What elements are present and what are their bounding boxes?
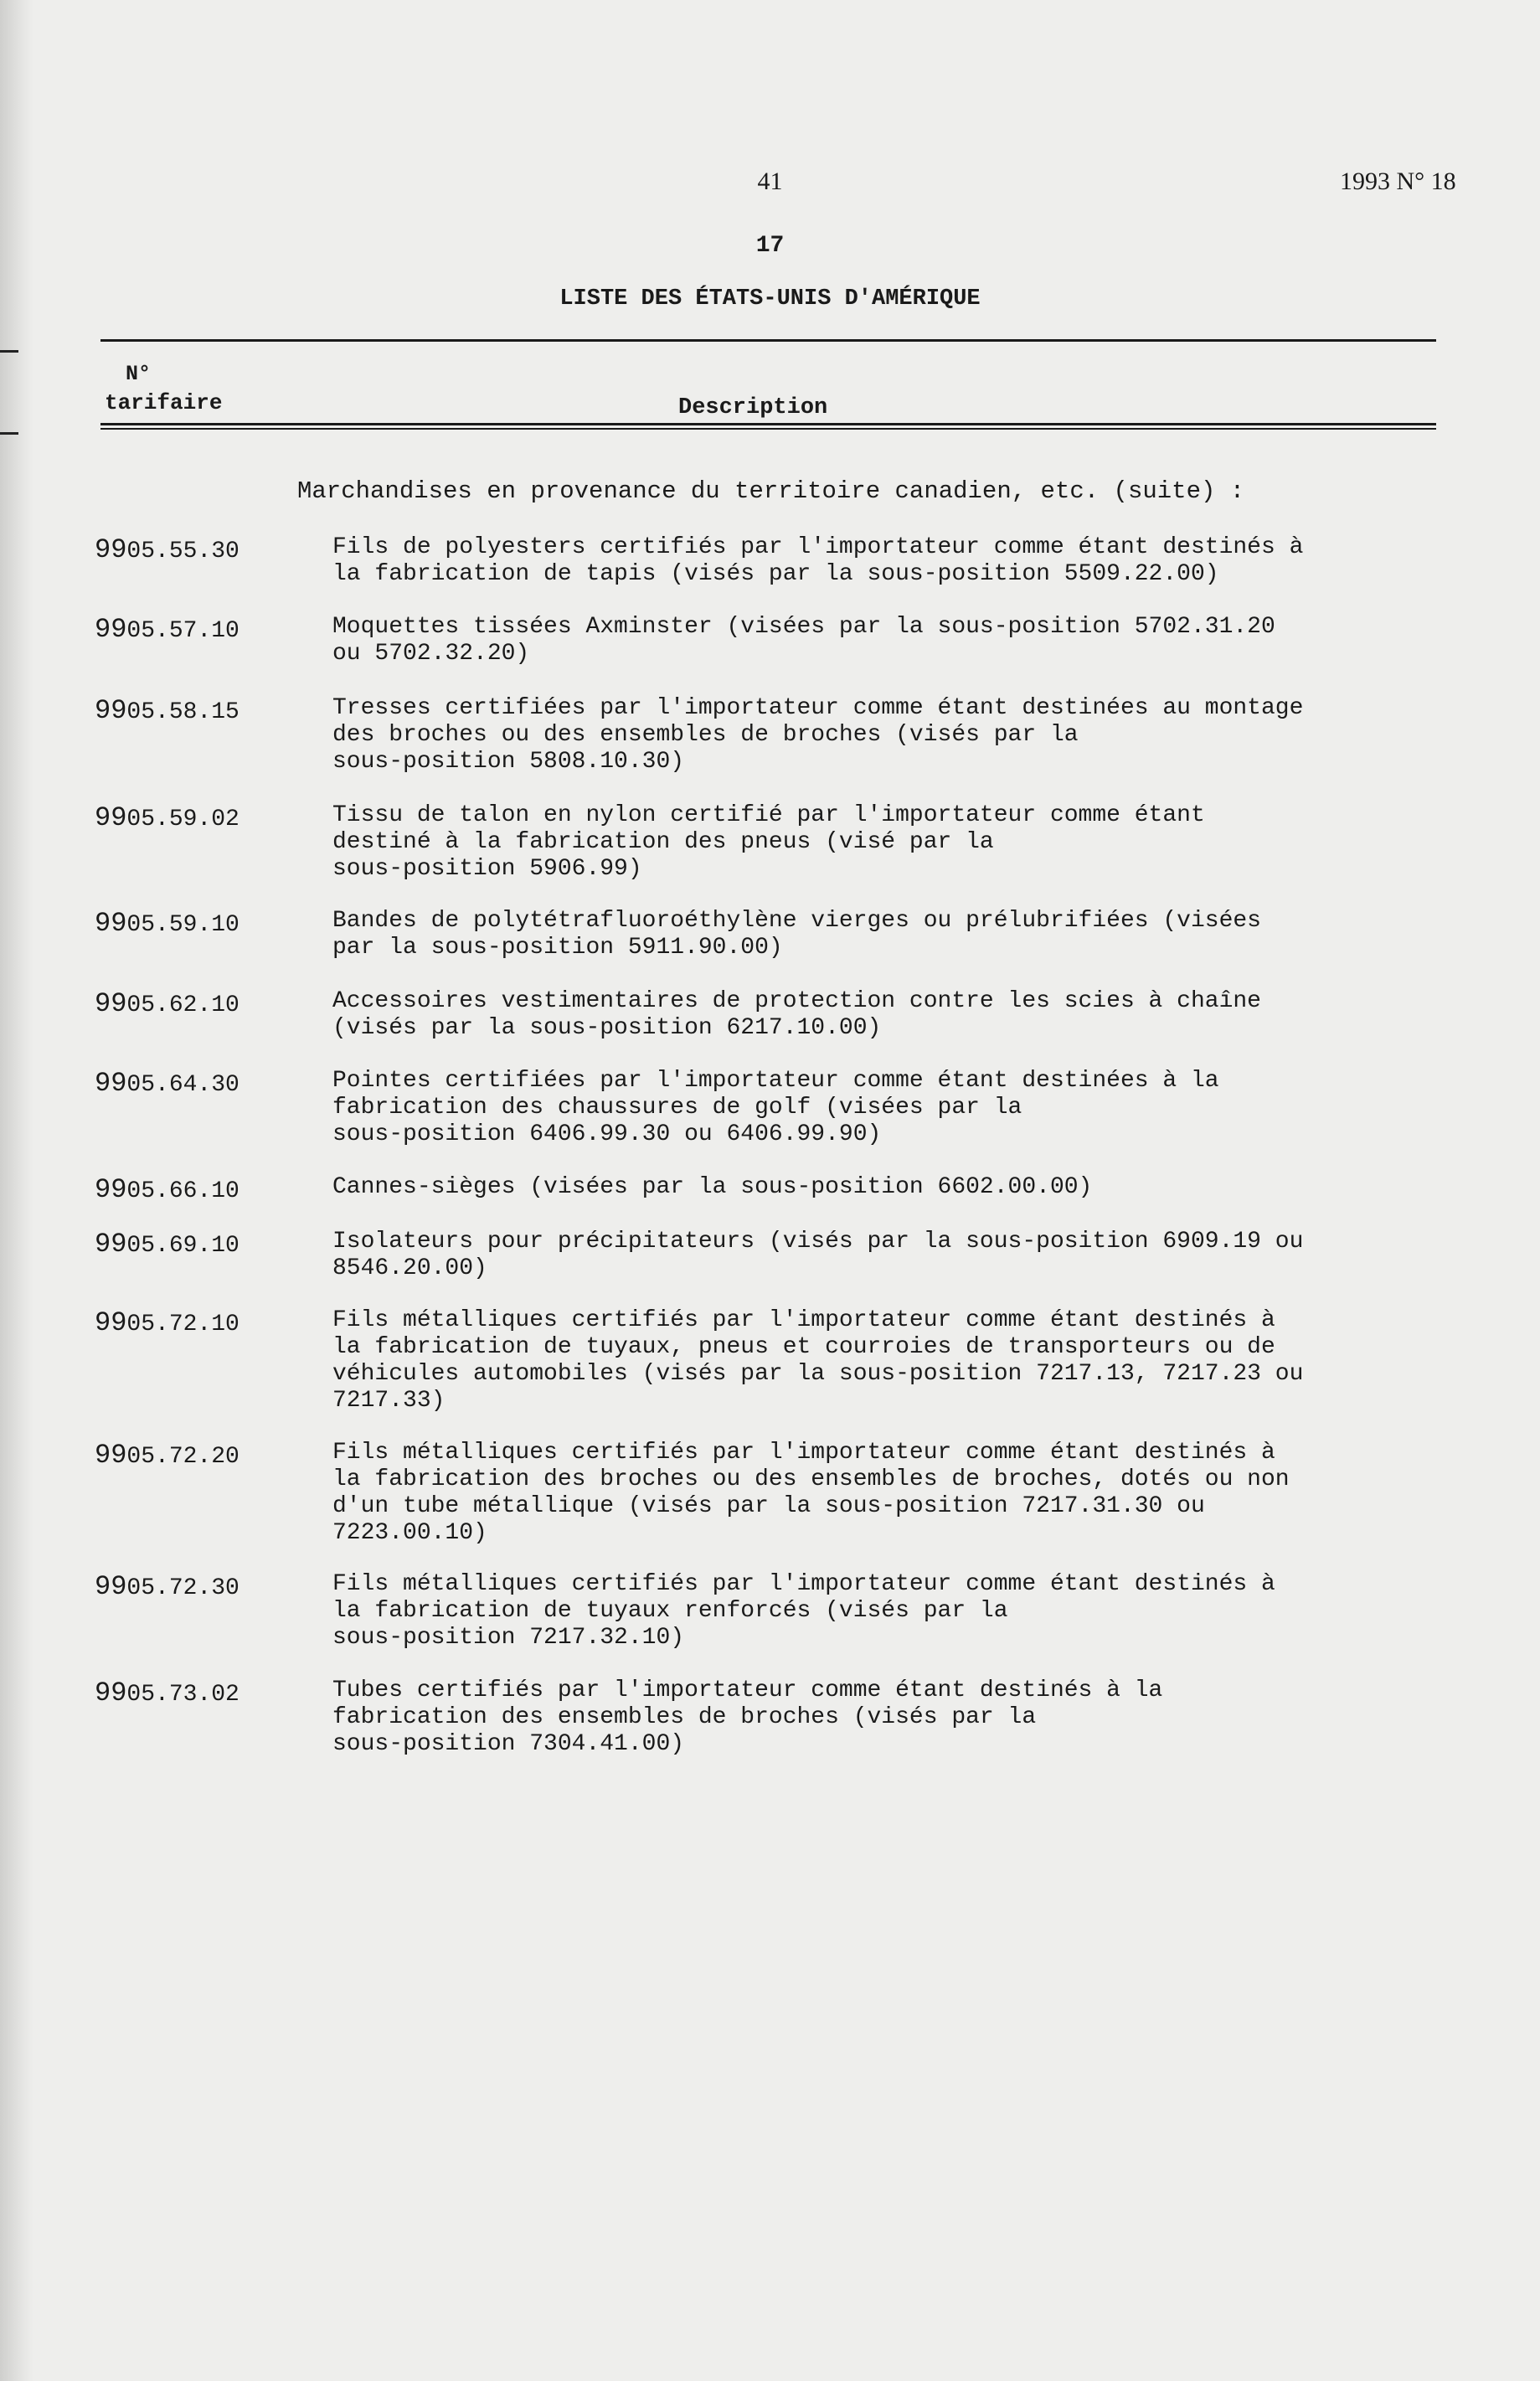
tariff-description: Fils de polyesters certifiés par l'importateur comme étant destinés à la fabrication de tapis (visés par la sous-position 5509.22.00) — [332, 534, 1304, 587]
tariff-description: Isolateurs pour précipitateurs (visés par la sous-position 6909.19 ou 8546.20.00) — [332, 1229, 1304, 1281]
tariff-number: 9905.72.20 — [95, 1440, 239, 1471]
tariff-number: 9905.72.10 — [95, 1307, 239, 1338]
column-header-no: N° — [126, 362, 152, 386]
tariff-description: Pointes certifiées par l'importateur comme étant destinées à la fabrication des chaussures de golf (visées par la sous-position 6406.99.30 ou 6406.99.90) — [332, 1068, 1219, 1147]
header-rule-bottom-double — [100, 428, 1436, 430]
column-header-description: Description — [678, 395, 828, 420]
tariff-description: Fils métalliques certifiés par l'importateur comme étant destinés à la fabrication des broches ou des ensembles de broches, dotés ou non d'un tube métallique (visés par la sous-position 7217.31.30 ou 7223.00.10) — [332, 1440, 1290, 1546]
tariff-number: 9905.58.15 — [95, 695, 239, 726]
tariff-number: 9905.59.02 — [95, 802, 239, 833]
tariff-description: Bandes de polytétrafluoroéthylène vierges ou prélubrifiées (visées par la sous-position 5911.90.00) — [332, 908, 1261, 961]
tariff-description: Tubes certifiés par l'importateur comme étant destinés à la fabrication des ensembles de broches (visés par la sous-position 7304.41.00) — [332, 1678, 1163, 1757]
tariff-description: Moquettes tissées Axminster (visées par la sous-position 5702.31.20 ou 5702.32.20) — [332, 614, 1275, 667]
schedule-title: LISTE DES ÉTATS-UNIS D'AMÉRIQUE — [559, 286, 981, 312]
tariff-description: Cannes-sièges (visées par la sous-position 6602.00.00) — [332, 1174, 1093, 1200]
tariff-number: 9905.64.30 — [95, 1068, 239, 1099]
tariff-description: Tissu de talon en nylon certifié par l'importateur comme étant destiné à la fabrication des pneus (visé par la sous-position 5906.99) — [332, 802, 1205, 882]
tariff-number: 9905.57.10 — [95, 614, 239, 645]
schedule-number: 17 — [755, 233, 785, 259]
tariff-description: Accessoires vestimentaires de protection contre les scies à chaîne (visés par la sous-position 6217.10.00) — [332, 988, 1261, 1041]
page-number: 41 — [757, 167, 783, 195]
edge-mark — [0, 432, 18, 435]
header-rule-bottom — [100, 423, 1436, 425]
tariff-number: 9905.59.10 — [95, 908, 239, 939]
page-edge-shadow — [0, 0, 33, 2381]
tariff-description: Fils métalliques certifiés par l'importateur comme étant destinés à la fabrication de tuyaux renforcés (visés par la sous-position 7217.32.10) — [332, 1571, 1275, 1651]
tariff-number: 9905.72.30 — [95, 1571, 239, 1602]
tariff-number: 9905.62.10 — [95, 988, 239, 1019]
header-rule-top — [100, 339, 1436, 342]
edge-mark — [0, 350, 18, 353]
tariff-description: Tresses certifiées par l'importateur comme étant destinées au montage des broches ou des ensembles de broches (visés par la sous-position 5808.10.30) — [332, 695, 1304, 775]
tariff-number: 9905.73.02 — [95, 1678, 239, 1708]
column-header-tariff: tarifaire — [105, 390, 223, 415]
tariff-description: Fils métalliques certifiés par l'importateur comme étant destinés à la fabrication de tuyaux, pneus et courroies de transporteurs ou de véhicules automobiles (visés par la sous-position 7217.13, 7217.23 ou 7217.33) — [332, 1307, 1304, 1414]
tariff-number: 9905.55.30 — [95, 534, 239, 565]
gazette-issue-number: 1993 N° 18 — [1340, 167, 1456, 195]
intro-text: Marchandises en provenance du territoire canadien, etc. (suite) : — [297, 477, 1245, 505]
tariff-number: 9905.66.10 — [95, 1174, 239, 1205]
tariff-number: 9905.69.10 — [95, 1229, 239, 1260]
